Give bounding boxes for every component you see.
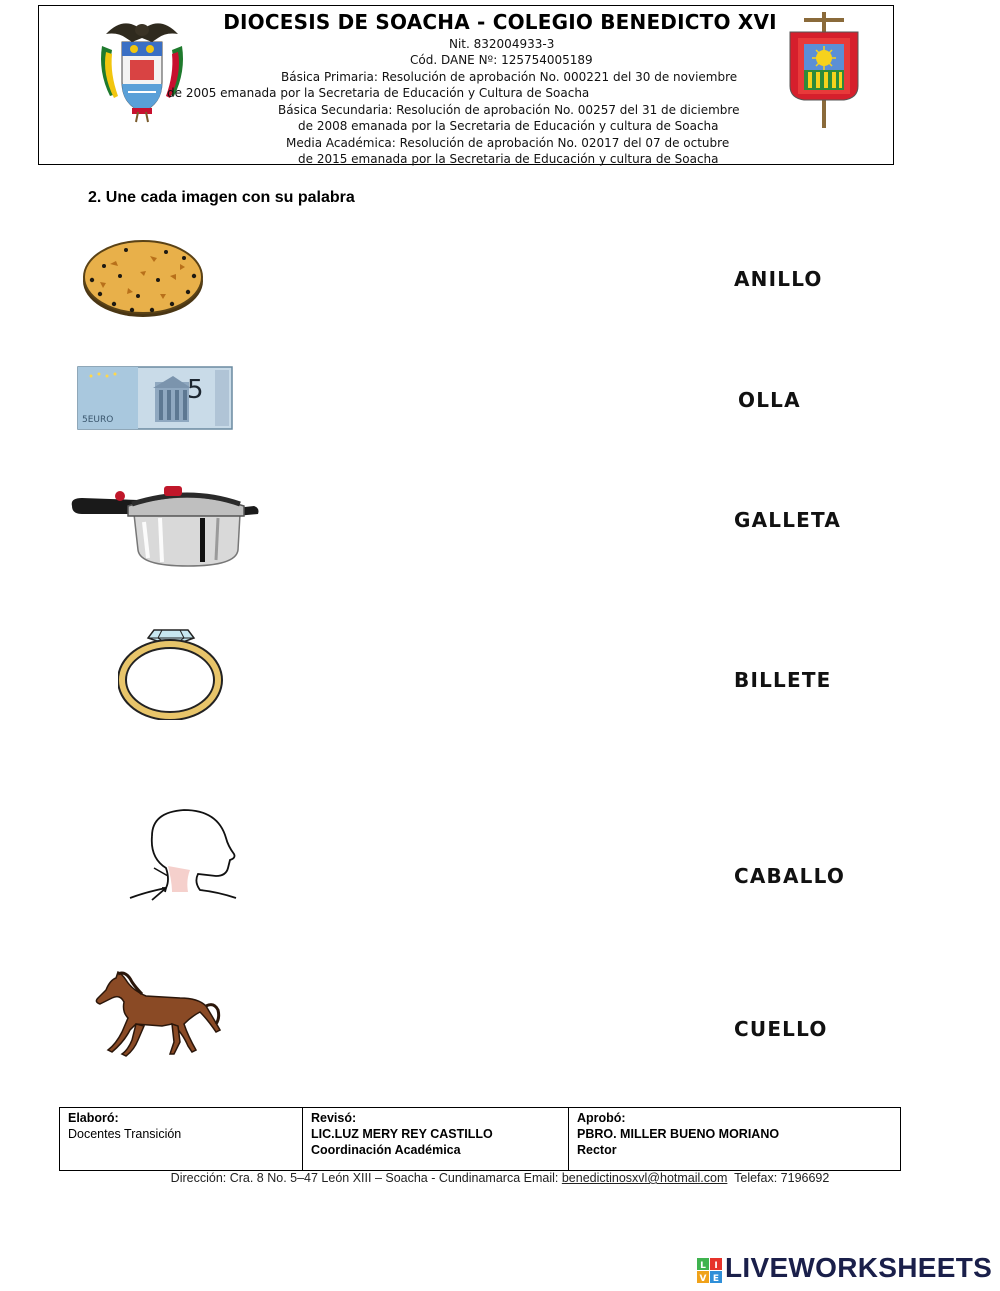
header-primaria-2: de 2005 emanada por la Secretaria de Educación y Cultura de Soacha xyxy=(167,86,590,100)
liveworksheets-brand[interactable]: LIVEWORKSHEETS xyxy=(725,1252,993,1283)
word-cuello[interactable]: CUELLO xyxy=(734,1017,828,1041)
aprobo-label: Aprobó: xyxy=(577,1111,626,1125)
footer-col-reviso xyxy=(302,1108,569,1170)
logo-letter-i: I xyxy=(714,1261,718,1271)
anillo-picture[interactable] xyxy=(118,626,224,720)
footer-address xyxy=(0,1171,1000,1185)
footer-col-elaboro xyxy=(60,1108,303,1170)
caballo-picture[interactable] xyxy=(92,966,224,1058)
logo-letter-v: V xyxy=(699,1274,707,1284)
word-olla[interactable]: OLLA xyxy=(738,388,801,412)
liveworksheets-logo-icon[interactable] xyxy=(697,1258,723,1284)
word-anillo[interactable]: ANILLO xyxy=(734,267,823,291)
header-secundaria-2: de 2008 emanada por la Secretaria de Educación y cultura de Soacha xyxy=(298,119,719,133)
billete-picture[interactable] xyxy=(77,366,233,430)
logo-letter-e: E xyxy=(712,1274,720,1284)
header-dane: Cód. DANE Nº: 125754005189 xyxy=(410,53,593,67)
galleta-picture[interactable] xyxy=(80,236,206,320)
banknote-value: 5 xyxy=(187,375,204,405)
phone-text: Telefax: 7196692 xyxy=(727,1171,830,1185)
reviso-name: LIC.LUZ MERY REY CASTILLO xyxy=(311,1127,493,1141)
header-media-2: de 2015 emanada por la Secretaria de Educación y cultura de Soacha xyxy=(298,152,719,166)
word-caballo[interactable]: CABALLO xyxy=(734,864,846,888)
reviso-label: Revisó: xyxy=(311,1111,357,1125)
aprobo-role: Rector xyxy=(577,1143,617,1157)
word-galleta[interactable]: GALLETA xyxy=(734,508,842,532)
school-title: DIOCESIS DE SOACHA - COLEGIO BENEDICTO XVI xyxy=(223,10,777,34)
email-link[interactable]: benedictinosxvl@hotmail.com xyxy=(561,1171,728,1185)
footer-table xyxy=(59,1107,901,1171)
logo-letter-l: L xyxy=(700,1261,706,1271)
header-secundaria-1: Básica Secundaria: Resolución de aprobación No. 00257 del 31 de diciembre xyxy=(278,103,740,117)
header-nit: Nit. 832004933-3 xyxy=(449,37,555,51)
reviso-role: Coordinación Académica xyxy=(311,1143,461,1157)
word-billete[interactable]: BILLETE xyxy=(734,668,832,692)
banknote-small-label: 5EURO xyxy=(82,415,114,425)
address-text: Dirección: Cra. 8 No. 5–47 León XIII – Soacha - Cundinamarca Email: xyxy=(170,1171,562,1185)
aprobo-name: PBRO. MILLER BUENO MORIANO xyxy=(577,1127,780,1141)
header-media-1: Media Académica: Resolución de aprobación No. 02017 del 07 de octubre xyxy=(286,136,730,150)
elaboro-value: Docentes Transición xyxy=(68,1127,182,1141)
cuello-picture[interactable] xyxy=(128,806,240,902)
olla-picture[interactable] xyxy=(68,478,260,570)
question-title: 2. Une cada imagen con su palabra xyxy=(88,189,355,206)
elaboro-label: Elaboró: xyxy=(68,1111,119,1125)
header-primaria-1: Básica Primaria: Resolución de aprobación No. 000221 del 30 de noviembre xyxy=(281,70,738,84)
footer-col-aprobo xyxy=(568,1108,900,1170)
